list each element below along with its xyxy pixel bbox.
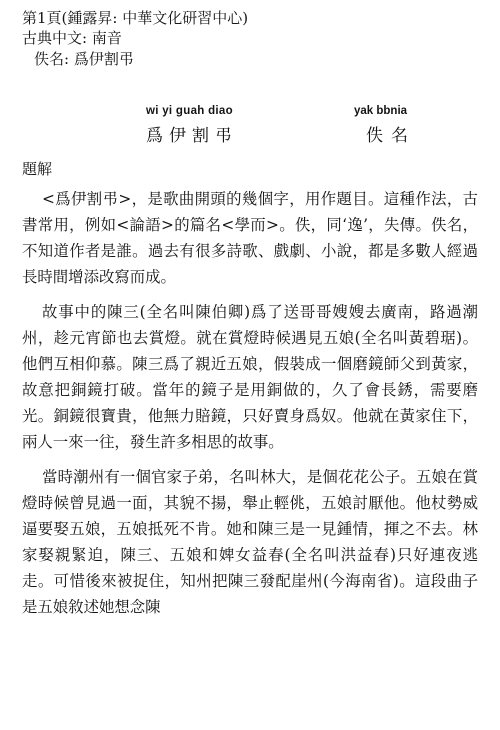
- section-heading: 題解: [22, 160, 53, 178]
- author-title-line: 佚名: 爲伊割弔: [34, 50, 134, 68]
- author-romanization: yak bbnia: [354, 105, 408, 117]
- paragraph: 故事中的陳三(全名叫陳伯卿)爲了送哥哥嫂嫂去廣南，路過潮州，趁元宵節也去賞燈。就在賞燈時候遇見五娘(全名叫黃碧琚)。他們互相仰慕。陳三爲了親近五娘，假裝成一個磨鏡師父到黃家，故意把銅鏡打破。當年的鏡子是用銅做的，久了會長銹，需要磨光。銅鏡很寶貴，他無力賠鏡，只好賣身爲奴。他就在黃家住下，兩人一來一往，發生許多相思的故事。: [22, 303, 478, 451]
- song-title: 爲伊割弔: [146, 126, 238, 146]
- author-name: 佚名: [366, 126, 416, 146]
- paragraph: 當時潮州有一個官家子弟，名叫林大，是個花花公子。五娘在賞燈時候曾見過一面，其貌不揚，舉止輕佻，五娘討厭他。他杖勢威逼要娶五娘，五娘抵死不肯。她和陳三是一見鍾情，揮之不去。林家娶親緊迫，陳三、五娘和婢女益春(全名叫洪益春)只好連夜逃走。可惜後來被捉住，知州把陳三發配崖州(今海南省)。這段曲子是五娘敘述她想念陳: [22, 468, 478, 616]
- paragraph: <爲伊割弔>，是歌曲開頭的幾個字，用作題目。這種作法，古書常用，例如<論語>的篇名<學而>。佚，同‘逸’，失傳。佚名，不知道作者是誰。過去有很多詩歌、戲劇、小說，都是多數人經過長時間增添改寫而成。: [22, 190, 478, 286]
- page-header-line: 第1頁(鍾露昇: 中華文化研習中心): [22, 9, 249, 27]
- genre-line: 古典中文: 南音: [22, 29, 122, 47]
- title-romanization: wi yi guah diao: [146, 105, 233, 117]
- body-text: [22, 186, 478, 629]
